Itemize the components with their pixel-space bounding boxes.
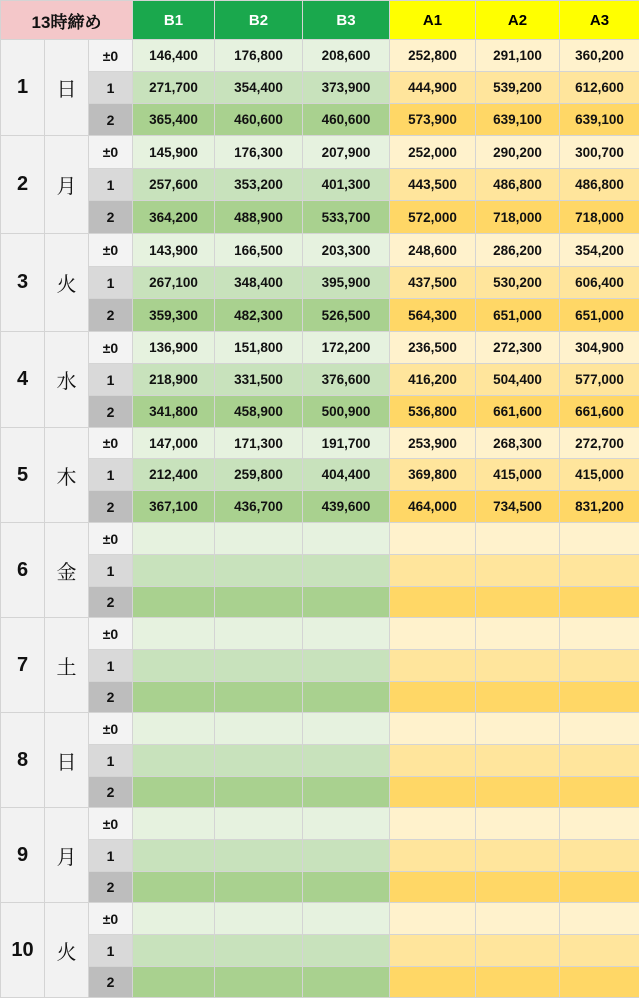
value-cell-a3: 651,000 (560, 299, 639, 332)
value-cell-b2: 460,600 (215, 104, 303, 136)
day-number: 9 (1, 808, 45, 903)
value-cell-a3: 831,200 (560, 491, 639, 523)
value-cell-b2 (215, 555, 303, 587)
value-cell-a1 (390, 555, 476, 587)
table-row (1, 364, 639, 396)
value-cell-b1: 271,700 (133, 72, 215, 104)
level-label: 1 (89, 364, 133, 396)
value-cell-b2 (215, 618, 303, 650)
value-cell-a3 (560, 523, 639, 555)
value-cell-a2 (476, 903, 560, 935)
level-label: ±0 (89, 332, 133, 364)
level-label: 2 (89, 491, 133, 523)
table-row (1, 713, 639, 745)
level-label: 1 (89, 745, 133, 777)
value-cell-b3: 401,300 (303, 169, 390, 201)
value-cell-b1 (133, 808, 215, 840)
table-row (1, 234, 639, 267)
day-weekday: 日 (45, 40, 89, 136)
level-label: 2 (89, 682, 133, 713)
value-cell-a3: 360,200 (560, 40, 639, 72)
day-weekday: 土 (45, 618, 89, 713)
value-cell-b1 (133, 682, 215, 713)
value-cell-a2: 415,000 (476, 459, 560, 491)
table-row (1, 169, 639, 201)
level-label: 2 (89, 201, 133, 234)
value-cell-b3: 203,300 (303, 234, 390, 267)
level-label: 1 (89, 459, 133, 491)
value-cell-b1 (133, 935, 215, 967)
value-cell-b3 (303, 587, 390, 618)
table-row (1, 332, 639, 364)
value-cell-a1: 564,300 (390, 299, 476, 332)
level-label: ±0 (89, 428, 133, 459)
table-row (1, 840, 639, 872)
value-cell-a2 (476, 745, 560, 777)
value-cell-b1: 367,100 (133, 491, 215, 523)
table-row (1, 618, 639, 650)
value-cell-b3: 208,600 (303, 40, 390, 72)
value-cell-b1 (133, 840, 215, 872)
level-label: ±0 (89, 40, 133, 72)
day-weekday: 火 (45, 903, 89, 998)
level-label: ±0 (89, 523, 133, 555)
value-cell-b1 (133, 745, 215, 777)
value-cell-b1 (133, 872, 215, 903)
value-cell-a3: 639,100 (560, 104, 639, 136)
value-cell-a2: 272,300 (476, 332, 560, 364)
value-cell-a1 (390, 967, 476, 998)
value-cell-a2: 486,800 (476, 169, 560, 201)
level-label: 1 (89, 72, 133, 104)
value-cell-a1 (390, 777, 476, 808)
value-cell-b1 (133, 587, 215, 618)
value-cell-b3: 373,900 (303, 72, 390, 104)
value-cell-b2 (215, 872, 303, 903)
value-cell-a1: 437,500 (390, 267, 476, 299)
value-cell-a1 (390, 523, 476, 555)
value-cell-a3 (560, 903, 639, 935)
value-cell-a1 (390, 618, 476, 650)
value-cell-b3: 376,600 (303, 364, 390, 396)
day-weekday: 日 (45, 713, 89, 808)
column-header-b1: B1 (133, 1, 215, 40)
value-cell-a1: 443,500 (390, 169, 476, 201)
value-cell-b3 (303, 650, 390, 682)
value-cell-b1 (133, 618, 215, 650)
day-number: 8 (1, 713, 45, 808)
value-cell-b3: 191,700 (303, 428, 390, 459)
value-cell-a2 (476, 555, 560, 587)
table-row (1, 40, 639, 72)
day-number: 2 (1, 136, 45, 234)
value-cell-b2: 353,200 (215, 169, 303, 201)
value-cell-b2 (215, 682, 303, 713)
value-cell-b1: 212,400 (133, 459, 215, 491)
value-cell-a2 (476, 840, 560, 872)
value-cell-a2: 290,200 (476, 136, 560, 169)
value-cell-b1: 341,800 (133, 396, 215, 428)
value-cell-a1 (390, 682, 476, 713)
day-number: 7 (1, 618, 45, 713)
value-cell-a3: 304,900 (560, 332, 639, 364)
value-cell-a1 (390, 840, 476, 872)
value-cell-b2: 348,400 (215, 267, 303, 299)
table-row (1, 903, 639, 935)
value-cell-b2 (215, 523, 303, 555)
level-label: ±0 (89, 713, 133, 745)
value-cell-b1: 145,900 (133, 136, 215, 169)
value-cell-b3 (303, 967, 390, 998)
value-cell-b2: 176,800 (215, 40, 303, 72)
value-cell-b1 (133, 650, 215, 682)
value-cell-a2 (476, 967, 560, 998)
value-cell-a2 (476, 777, 560, 808)
value-cell-b1: 143,900 (133, 234, 215, 267)
level-label: 2 (89, 104, 133, 136)
value-cell-a2 (476, 682, 560, 713)
value-cell-b1: 365,400 (133, 104, 215, 136)
value-cell-a1: 572,000 (390, 201, 476, 234)
value-cell-b1: 359,300 (133, 299, 215, 332)
value-cell-a3 (560, 872, 639, 903)
value-cell-b3 (303, 903, 390, 935)
value-cell-a1 (390, 713, 476, 745)
day-weekday: 水 (45, 332, 89, 428)
value-cell-a3: 300,700 (560, 136, 639, 169)
level-label: ±0 (89, 903, 133, 935)
value-cell-a2 (476, 618, 560, 650)
table-row (1, 872, 639, 903)
value-cell-a2: 504,400 (476, 364, 560, 396)
column-header-a2: A2 (476, 1, 560, 40)
table-row (1, 491, 639, 523)
value-cell-a3: 415,000 (560, 459, 639, 491)
value-cell-b3 (303, 618, 390, 650)
value-cell-a1 (390, 650, 476, 682)
value-cell-a3 (560, 682, 639, 713)
table-row (1, 267, 639, 299)
value-cell-b1 (133, 555, 215, 587)
value-cell-b2 (215, 713, 303, 745)
value-cell-b2: 171,300 (215, 428, 303, 459)
value-cell-a1 (390, 587, 476, 618)
value-cell-b3 (303, 682, 390, 713)
value-cell-b1: 218,900 (133, 364, 215, 396)
value-cell-a3 (560, 650, 639, 682)
value-cell-b3: 500,900 (303, 396, 390, 428)
value-cell-b2 (215, 745, 303, 777)
value-cell-b2 (215, 903, 303, 935)
day-weekday: 月 (45, 136, 89, 234)
table-row (1, 396, 639, 428)
value-cell-b3: 172,200 (303, 332, 390, 364)
value-cell-a3: 606,400 (560, 267, 639, 299)
level-label: 1 (89, 267, 133, 299)
value-cell-b2: 458,900 (215, 396, 303, 428)
value-cell-a3 (560, 713, 639, 745)
value-cell-b2 (215, 967, 303, 998)
level-label: 1 (89, 555, 133, 587)
value-cell-a1 (390, 808, 476, 840)
value-cell-b3: 460,600 (303, 104, 390, 136)
value-cell-b1: 257,600 (133, 169, 215, 201)
value-cell-a1: 369,800 (390, 459, 476, 491)
value-cell-a1 (390, 903, 476, 935)
value-cell-a2 (476, 808, 560, 840)
value-cell-b3 (303, 555, 390, 587)
value-cell-b2 (215, 650, 303, 682)
value-cell-b3 (303, 745, 390, 777)
value-cell-a1: 573,900 (390, 104, 476, 136)
value-cell-a1: 416,200 (390, 364, 476, 396)
table-row (1, 428, 639, 459)
value-cell-a3 (560, 555, 639, 587)
value-cell-a3: 486,800 (560, 169, 639, 201)
value-cell-a2 (476, 713, 560, 745)
value-cell-b3 (303, 872, 390, 903)
level-label: 1 (89, 169, 133, 201)
value-cell-a3 (560, 935, 639, 967)
table-body (1, 40, 639, 998)
value-cell-b3: 395,900 (303, 267, 390, 299)
level-label: 1 (89, 840, 133, 872)
value-cell-b3 (303, 523, 390, 555)
value-cell-b2 (215, 935, 303, 967)
day-number: 5 (1, 428, 45, 523)
value-cell-a3: 577,000 (560, 364, 639, 396)
value-cell-a2: 651,000 (476, 299, 560, 332)
value-cell-a3 (560, 618, 639, 650)
value-cell-a3: 354,200 (560, 234, 639, 267)
value-cell-a2: 268,300 (476, 428, 560, 459)
value-cell-a2: 530,200 (476, 267, 560, 299)
value-cell-a3: 612,600 (560, 72, 639, 104)
value-cell-a1 (390, 935, 476, 967)
value-cell-b2: 259,800 (215, 459, 303, 491)
value-cell-b2: 482,300 (215, 299, 303, 332)
day-weekday: 月 (45, 808, 89, 903)
level-label: 2 (89, 587, 133, 618)
value-cell-a3: 718,000 (560, 201, 639, 234)
value-cell-a3: 661,600 (560, 396, 639, 428)
level-label: 1 (89, 650, 133, 682)
value-cell-b1 (133, 903, 215, 935)
value-cell-b1 (133, 523, 215, 555)
value-cell-a2: 539,200 (476, 72, 560, 104)
value-cell-a3: 272,700 (560, 428, 639, 459)
level-label: ±0 (89, 618, 133, 650)
day-weekday: 火 (45, 234, 89, 332)
value-cell-a3 (560, 840, 639, 872)
value-cell-a2: 291,100 (476, 40, 560, 72)
table-row (1, 459, 639, 491)
table-row (1, 808, 639, 840)
value-cell-a1: 248,600 (390, 234, 476, 267)
value-cell-a2 (476, 935, 560, 967)
day-number: 10 (1, 903, 45, 998)
value-cell-a1: 464,000 (390, 491, 476, 523)
table-row (1, 682, 639, 713)
value-cell-a1: 536,800 (390, 396, 476, 428)
value-cell-a2 (476, 872, 560, 903)
table-row (1, 523, 639, 555)
value-cell-b2: 151,800 (215, 332, 303, 364)
value-cell-a2 (476, 650, 560, 682)
day-weekday: 金 (45, 523, 89, 618)
day-number: 4 (1, 332, 45, 428)
value-cell-a3 (560, 777, 639, 808)
value-cell-b2 (215, 840, 303, 872)
value-cell-b1 (133, 967, 215, 998)
value-cell-b2 (215, 808, 303, 840)
day-number: 1 (1, 40, 45, 136)
level-label: ±0 (89, 808, 133, 840)
table-row (1, 587, 639, 618)
value-cell-a3 (560, 587, 639, 618)
value-cell-b2: 488,900 (215, 201, 303, 234)
value-cell-b2 (215, 777, 303, 808)
level-label: 2 (89, 299, 133, 332)
value-cell-b2: 354,400 (215, 72, 303, 104)
value-cell-a1: 252,000 (390, 136, 476, 169)
value-cell-b1: 136,900 (133, 332, 215, 364)
value-cell-b1: 147,000 (133, 428, 215, 459)
value-cell-a2: 734,500 (476, 491, 560, 523)
value-cell-a2: 286,200 (476, 234, 560, 267)
column-header-a1: A1 (390, 1, 476, 40)
value-cell-b1: 267,100 (133, 267, 215, 299)
table-row (1, 299, 639, 332)
value-cell-b1 (133, 713, 215, 745)
table-row (1, 201, 639, 234)
table-row (1, 650, 639, 682)
table-row (1, 104, 639, 136)
day-weekday: 木 (45, 428, 89, 523)
value-cell-a2 (476, 523, 560, 555)
level-label: ±0 (89, 234, 133, 267)
value-cell-a1: 252,800 (390, 40, 476, 72)
value-cell-b3: 526,500 (303, 299, 390, 332)
level-label: ±0 (89, 136, 133, 169)
value-cell-b3: 533,700 (303, 201, 390, 234)
header-row (1, 1, 639, 40)
day-number: 6 (1, 523, 45, 618)
value-cell-a2: 718,000 (476, 201, 560, 234)
table-row (1, 136, 639, 169)
column-header-b3: B3 (303, 1, 390, 40)
value-cell-b3 (303, 777, 390, 808)
value-cell-a3 (560, 967, 639, 998)
value-cell-b3 (303, 840, 390, 872)
level-label: 2 (89, 777, 133, 808)
level-label: 1 (89, 935, 133, 967)
value-cell-a1 (390, 745, 476, 777)
level-label: 2 (89, 396, 133, 428)
value-cell-b2: 436,700 (215, 491, 303, 523)
table-row (1, 967, 639, 998)
value-cell-b2 (215, 587, 303, 618)
day-number: 3 (1, 234, 45, 332)
value-cell-b1 (133, 777, 215, 808)
value-cell-b3 (303, 935, 390, 967)
column-header-a3: A3 (560, 1, 639, 40)
value-cell-a2: 661,600 (476, 396, 560, 428)
value-cell-a1 (390, 872, 476, 903)
value-cell-a3 (560, 745, 639, 777)
value-cell-a3 (560, 808, 639, 840)
value-cell-b3 (303, 713, 390, 745)
value-cell-b3 (303, 808, 390, 840)
table-row (1, 745, 639, 777)
level-label: 2 (89, 872, 133, 903)
value-cell-b2: 166,500 (215, 234, 303, 267)
value-cell-b3: 404,400 (303, 459, 390, 491)
value-cell-b2: 331,500 (215, 364, 303, 396)
table-row (1, 555, 639, 587)
value-cell-a1: 236,500 (390, 332, 476, 364)
table-title: 13時締め (1, 1, 133, 40)
table-row (1, 777, 639, 808)
value-cell-b3: 207,900 (303, 136, 390, 169)
value-cell-a2: 639,100 (476, 104, 560, 136)
value-cell-a1: 253,900 (390, 428, 476, 459)
table-row (1, 72, 639, 104)
column-header-b2: B2 (215, 1, 303, 40)
level-label: 2 (89, 967, 133, 998)
value-cell-a2 (476, 587, 560, 618)
value-cell-b1: 146,400 (133, 40, 215, 72)
value-cell-b2: 176,300 (215, 136, 303, 169)
value-cell-b1: 364,200 (133, 201, 215, 234)
value-cell-b3: 439,600 (303, 491, 390, 523)
table-row (1, 935, 639, 967)
value-cell-a1: 444,900 (390, 72, 476, 104)
